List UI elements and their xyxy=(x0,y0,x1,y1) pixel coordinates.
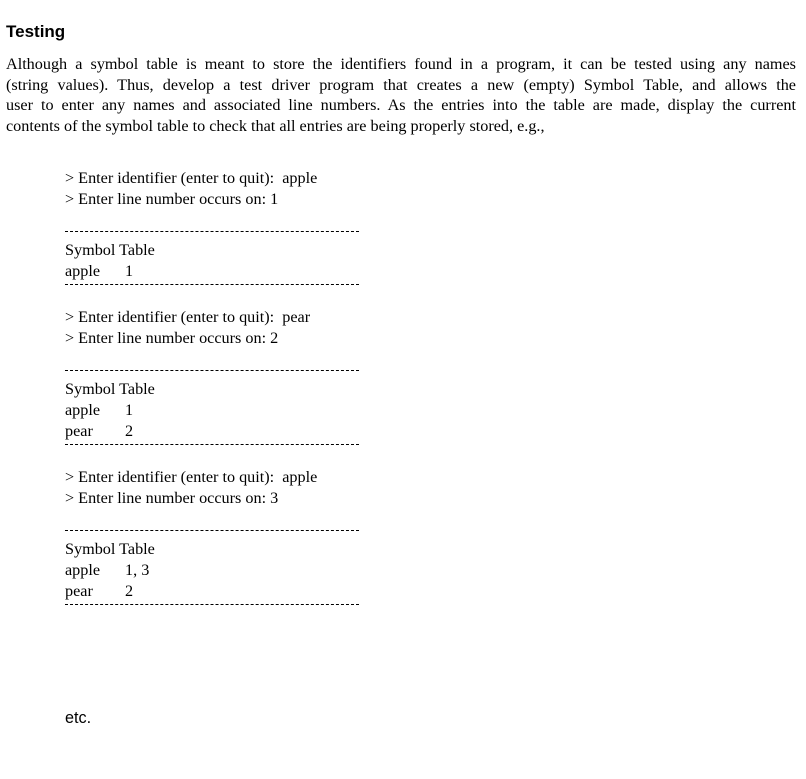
intro-line: Although a symbol table is meant to store the identifiers found in a program, it can be tested using any names xyxy=(6,55,796,73)
table-top-rule xyxy=(65,370,359,379)
session-block xyxy=(65,307,485,445)
sample-session xyxy=(65,168,485,605)
session-block xyxy=(65,467,485,605)
line-number-prompt: > Enter line number occurs on: 2 xyxy=(65,329,279,347)
table-bottom-rule xyxy=(65,604,359,605)
session-block xyxy=(65,168,485,285)
entry-lines: 1 xyxy=(125,262,134,280)
table-row xyxy=(65,421,485,442)
table-title: Symbol Table xyxy=(65,241,155,259)
intro-paragraph xyxy=(6,54,796,136)
entry-lines: 1, 3 xyxy=(125,561,150,579)
section-heading: Testing xyxy=(6,22,66,41)
entry-name: pear xyxy=(65,422,93,440)
intro-line: (string values). Thus, develop a test driver program that creates a new (empty) Symbol Table, and allows the xyxy=(6,75,796,94)
identifier-prompt: > Enter identifier (enter to quit): apple xyxy=(65,468,318,486)
intro-line: contents of the symbol table to check that all entries are being properly stored, e.g., xyxy=(6,116,545,135)
table-top-rule xyxy=(65,231,359,240)
entry-name: pear xyxy=(65,582,93,600)
entry-name: apple xyxy=(65,561,101,579)
table-title: Symbol Table xyxy=(65,380,155,398)
table-row xyxy=(65,581,485,602)
table-row xyxy=(65,560,485,581)
line-number-prompt: > Enter line number occurs on: 3 xyxy=(65,489,279,507)
entry-lines: 2 xyxy=(125,582,134,600)
identifier-prompt: > Enter identifier (enter to quit): pear xyxy=(65,308,311,326)
entry-lines: 2 xyxy=(125,422,134,440)
entry-lines: 1 xyxy=(125,401,134,419)
table-row xyxy=(65,400,485,421)
closing-text: etc. xyxy=(65,709,92,727)
line-number-prompt: > Enter line number occurs on: 1 xyxy=(65,190,279,208)
identifier-prompt: > Enter identifier (enter to quit): apple xyxy=(65,169,318,187)
intro-line: user to enter any names and associated line numbers. As the entries into the table are made, display the current xyxy=(6,96,796,114)
table-title: Symbol Table xyxy=(65,540,155,558)
table-row xyxy=(65,261,485,282)
entry-name: apple xyxy=(65,401,101,419)
table-top-rule xyxy=(65,530,359,539)
entry-name: apple xyxy=(65,262,101,280)
